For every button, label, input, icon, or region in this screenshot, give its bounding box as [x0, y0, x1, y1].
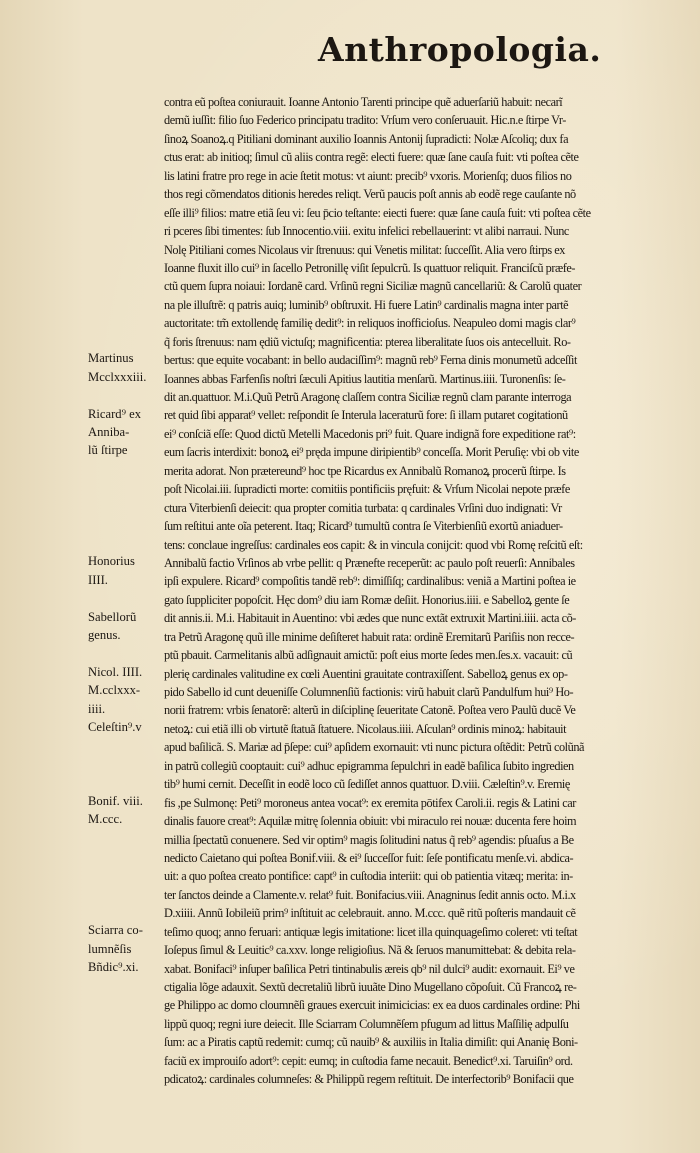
- text-line: ge Philippo ac domo cloumnẽſi graues exercuit inimicicias: ex ea duos cardinales ordine: Phi: [164, 998, 580, 1013]
- text-line: plerię cardinales valitudine ex cœli Auentini grauitate contraxiſſent. Sabelloꝝ genus ex op-: [164, 666, 568, 681]
- margin-note: Sciarra co- lumnẽſis Bñdic⁹.xi.: [88, 923, 143, 974]
- margin-note: Martinus Mcclxxxiii.: [88, 351, 147, 384]
- text-line: ctura Viterbienſi deiecit: qua propter comitia turbata: q cardinales Vrſini duo indignati: Vr: [164, 500, 562, 515]
- text-line: ctus erat: ab initioq; ſimul cũ aliis contra regẽ: electi fuere: quæ ſane cauſa fuit: vti poſtea cẽte: [164, 150, 579, 165]
- body-text: [164, 93, 684, 1089]
- text-line: lippũ quoq; regni iure deiecit. Ille Sciarram Columnẽſem pfugum ad littus Maſſilię adpulſu: [164, 1016, 569, 1031]
- text-line: ſum reſtitui ante oĩa peterent. Itaq; Ricard⁹ tumultũ contra ſe Viterbienſiũ exortũ aniaduer-: [164, 519, 563, 534]
- text-line: ei⁹ conſciã eſſe: Quod dictũ Metelli Macedonis pri⁹ fuit. Quare indignã fore expeditione rat⁹:: [164, 426, 576, 441]
- margin-note: Bonif. viii. M.ccc.: [88, 794, 143, 827]
- text-line: fis ,pe Sulmonę: Peti⁹ moroneus antea vocat⁹: ex eremita pōtifex Caroli.ii. regis & Latini car: [164, 795, 576, 810]
- text-line: pido Sabello id cunt deueniſſe Columnenſiũ factionis: virũ habuit clarũ Pandulfum hui⁹ Ho-: [164, 685, 574, 699]
- text-line: faciũ ex improuiſo adort⁹: cepit: eumq; in cuſtodia fame necauit. Benedict⁹.xi. Taruiſin⁹ ord.: [164, 1053, 573, 1068]
- text-line: demũ iuſſit: filio ſuo Federico principatu tradito: Vrſum vero conſeruauit. Hic.n.e ſtirpe Vr-: [164, 113, 566, 128]
- text-line: dit annis.ii. M.i. Habitauit in Auentino: vbi ædes que nunc extãt extruxit Martini.iiii. acta cõ-: [164, 611, 576, 626]
- text-line: auctoritate: tm̃ extollendę familię dedit⁹: in reliquos inofficioſus. Neapuleo domi magis clar⁹: [164, 316, 576, 331]
- text-line: tib⁹ humi cernit. Deceſſit in eodẽ loco cũ ſediſſet annos quattuor. D.viii. Cæleſtin⁹.v. Eremię: [164, 777, 570, 792]
- text-line: q̃ foris ſtrenuus: nam ędiũ victuſq; magnificentia: pterea liberalitate ſuos ois antecelluit. Ro-: [164, 334, 571, 349]
- text-line: tra Petrũ Aragonę quũ ille minime deſiſteret habuit rata: ordinẽ Eremitarũ Pariſiis non recce-: [164, 629, 575, 644]
- running-head: Anthropologia.: [318, 30, 602, 69]
- text-line: Ioſepus ſimul & Leuitic⁹ ca.xxv. longe religioſius. Nã & ſeruos manumittebat: & debita rela-: [164, 943, 576, 958]
- text-line: teſimo quoq; anno feruari: antiquæ legis imitatione: licet illa quinquageſimo coleret: vti teſtat: [164, 924, 578, 939]
- margin-note: Ricard⁹ ex Anniba- lũ ſtirpe: [88, 406, 141, 458]
- text-line: Annibalũ factio Vrſinos ab vrbe pellit: q Prænefte receperũt: ac paulo poſt reuerſi: Annibales: [164, 555, 575, 570]
- text-line: xabat. Bonifaci⁹ inſuper baſilica Petri tintinabulis æreis qb⁹ nil dulci⁹ audit: exornauit. Ei⁹ ve: [164, 961, 575, 976]
- text-line: ipſi expulere. Ricard⁹ compoſitis tandẽ reb⁹: dimiſſiſq; cardinalibus: veniã a Martini poſtea ie: [164, 574, 576, 589]
- text-line: Ioannes abbas Farfenſis noſtri ſæculi Apitius lautitia menſarũ. Martinus.iiii. Turonenſis: ſe-: [164, 371, 566, 386]
- text-line: ctũ quem ſupra noiaui: Iordanẽ card. Vrſinũ regni Siciliæ magnũ cancellariũ: & Carolũ quater: [164, 279, 582, 294]
- text-line: poſt Nicolai.iii. ſupradicti morte: comitiis pontificiis pręfuit: & Vrſum Nicolai nepote præfe: [164, 482, 570, 497]
- text-line: ſinoꝝ Soanoꝝ.q Pitiliani dominant auxilio Ioannis Antonij ſupradicti: Nolæ Aſcoliq; dux fa: [164, 131, 569, 146]
- text-line: ptũ pbauit. Carmelitanis albũ adſignauit amictũ: poſt eius morte ſedes men.ſes.x. vacauit: cũ: [164, 648, 573, 663]
- margin-note: Sabellorũ genus.: [88, 609, 137, 642]
- text-line: netoꝝ: cui etiã illi ob virtutẽ ſtatuã ſtatuere. Nicolaus.iiii. Aſculan⁹ ordinis minoꝝ: habitauit: [164, 721, 567, 736]
- text-line: Nolę Pitiliani comes Nicolaus vir ſtrenuus: qui Venetis militat: ſucceſſit. Alia vero ſtirps ex: [164, 242, 566, 257]
- text-line: ret quid ſibi apparat⁹ vellet: reſpondit ſe Interula laceraturũ fore: ſi illam putaret cogitationũ: [164, 408, 568, 423]
- text-line: na ple illuſtrẽ: q patris auiq; luminib⁹ obſtruxit. Hi fuere Latin⁹ cardinalis magna inter partẽ: [164, 297, 569, 312]
- text-line: gato ſuppliciter popoſcit. Hęc dom⁹ diu iam Romæ deſiit. Honorius.iiii. e Sabelloꝝ gente ſe: [164, 592, 570, 607]
- text-line: dinalis fauore creat⁹: Aquilæ mitrę ſolennia obiuit: vbi miraculo rei nouæ: ducenta fere hoim: [164, 814, 577, 829]
- text-line: dit an.quattuor. M.i.Quũ Petrũ Aragonę claſſem contra Siciliæ regnũ clam parante interroga: [164, 390, 572, 404]
- text-line: lis latini fratre pro rege in acie ſtetit motus: vt aiunt: precib⁹ vxoris. Morienſq; duos filios no: [164, 168, 572, 183]
- text-line: ter ſanctos deinde a Clamente.v. relat⁹ fuit. Bonifacius.viii. Anagninus ſedit annis octo. M.i.x: [164, 887, 576, 902]
- text-line: pdicatoꝝ: cardinales columneſes: & Philippũ regem reſtituit. De interfectorib⁹ Bonifacii que: [164, 1072, 574, 1087]
- text-line: eum ſacris interdixit: bonoꝝ ei⁹ pręda impune diripientib⁹ conceſſa. Morit Peruſię: vbi ob vite: [164, 445, 579, 460]
- text-line: contra eũ poſtea coniurauit. Ioanne Antonio Tarenti principe quẽ aduerſariũ habuit: necarĩ: [164, 95, 563, 109]
- text-line: ctigalia lõge adauxit. Sextũ decretaliũ librũ iuuãte Dino Mugellano cõpoſuit. Cũ Francoꝝ re-: [164, 980, 577, 994]
- text-line: nedicto Caietano qui poſtea Bonif.viii. & ei⁹ ſucceſſor fuit: ſeſe pontificatu menſe.vi. abdica-: [164, 850, 574, 865]
- text-line: uit: a quo poſtea creato pontifice: capt⁹ in cuſtodia interiit: qui ob patientia vitæq; merita: in-: [164, 869, 573, 884]
- text-line: apud baſilicã. S. Mariæ ad p̄ſepe: cui⁹ apſidem exornauit: vti nunc pictura oſtẽdit: Petrũ colũnã: [164, 740, 585, 755]
- text-line: eſſe illi⁹ filios: matre etiã ſeu vi: ſeu p̄cio teſtante: eiecti fuere: quæ ſane cauſa fuit: vti poſtea cẽte: [164, 205, 591, 220]
- text-line: thos regi cõmendatos ditionis heredes reliqt. Verũ paucis poſt annis ab eodẽ rege cauſante nõ: [164, 187, 576, 202]
- margin-note: Honorius IIII.: [88, 554, 135, 587]
- text-line: tens: conclaue ingreſſus: cardinales eos capit: & in vincula conijcit: quod vbi Romę reſcitũ eſt:: [164, 537, 583, 552]
- text-line: bertus: que equite vocabant: in bello audaciſſim⁹: magnũ reb⁹ Ferna dinis monumetũ adceſſit: [164, 353, 577, 368]
- text-line: norii fratrem: vrbis ſenatorẽ: alterũ in diſciplinę ſeueritate Catonẽ. Poſtea vero Paulũ ducẽ Ve: [164, 703, 576, 718]
- text-line: D.xiiii. Annũ Iobileiũ prim⁹ inſtituit ac celebrauit. anno. M.ccc. quẽ ritũ poſteris mandauit cẽ: [164, 906, 576, 921]
- text-line: Ioanne fluxit illo cui⁹ in ſacello Petronillę viſit ſepulcrũ. Is quattuor reliquit. Franciſcũ præfe-: [164, 260, 576, 275]
- text-line: in patrũ collegiũ cooptauit: cui⁹ adhuc epigramma ſepulchri in eadẽ baſilica ſubito ingredien: [164, 758, 574, 773]
- margin-note: Nicol. IIII. M.cclxxx- iiii. Celeſtin⁹.v: [88, 664, 143, 734]
- text-line: merita adorat. Non prætereund⁹ hoc tpe Ricardus ex Annibalũ Romanoꝝ procerũ ſtirpe. Is: [164, 463, 566, 478]
- text-line: millia ſpectatũ conuenere. Sed vir optim⁹ magis ſolitudini natus q̃ reb⁹ agendis: pſuaſus a Be: [164, 832, 574, 847]
- text-line: ſum: ac a Piratis captũ redemit: cumq; cũ nauib⁹ & auxiliis in Italia dimiſit: qui Ananię Boni-: [164, 1035, 578, 1050]
- text-line: ri pceres ſibi timentes: ſub Innocentio.viii. exitu infelici rebellauerint: vt alibi narraui. Nunc: [164, 224, 569, 239]
